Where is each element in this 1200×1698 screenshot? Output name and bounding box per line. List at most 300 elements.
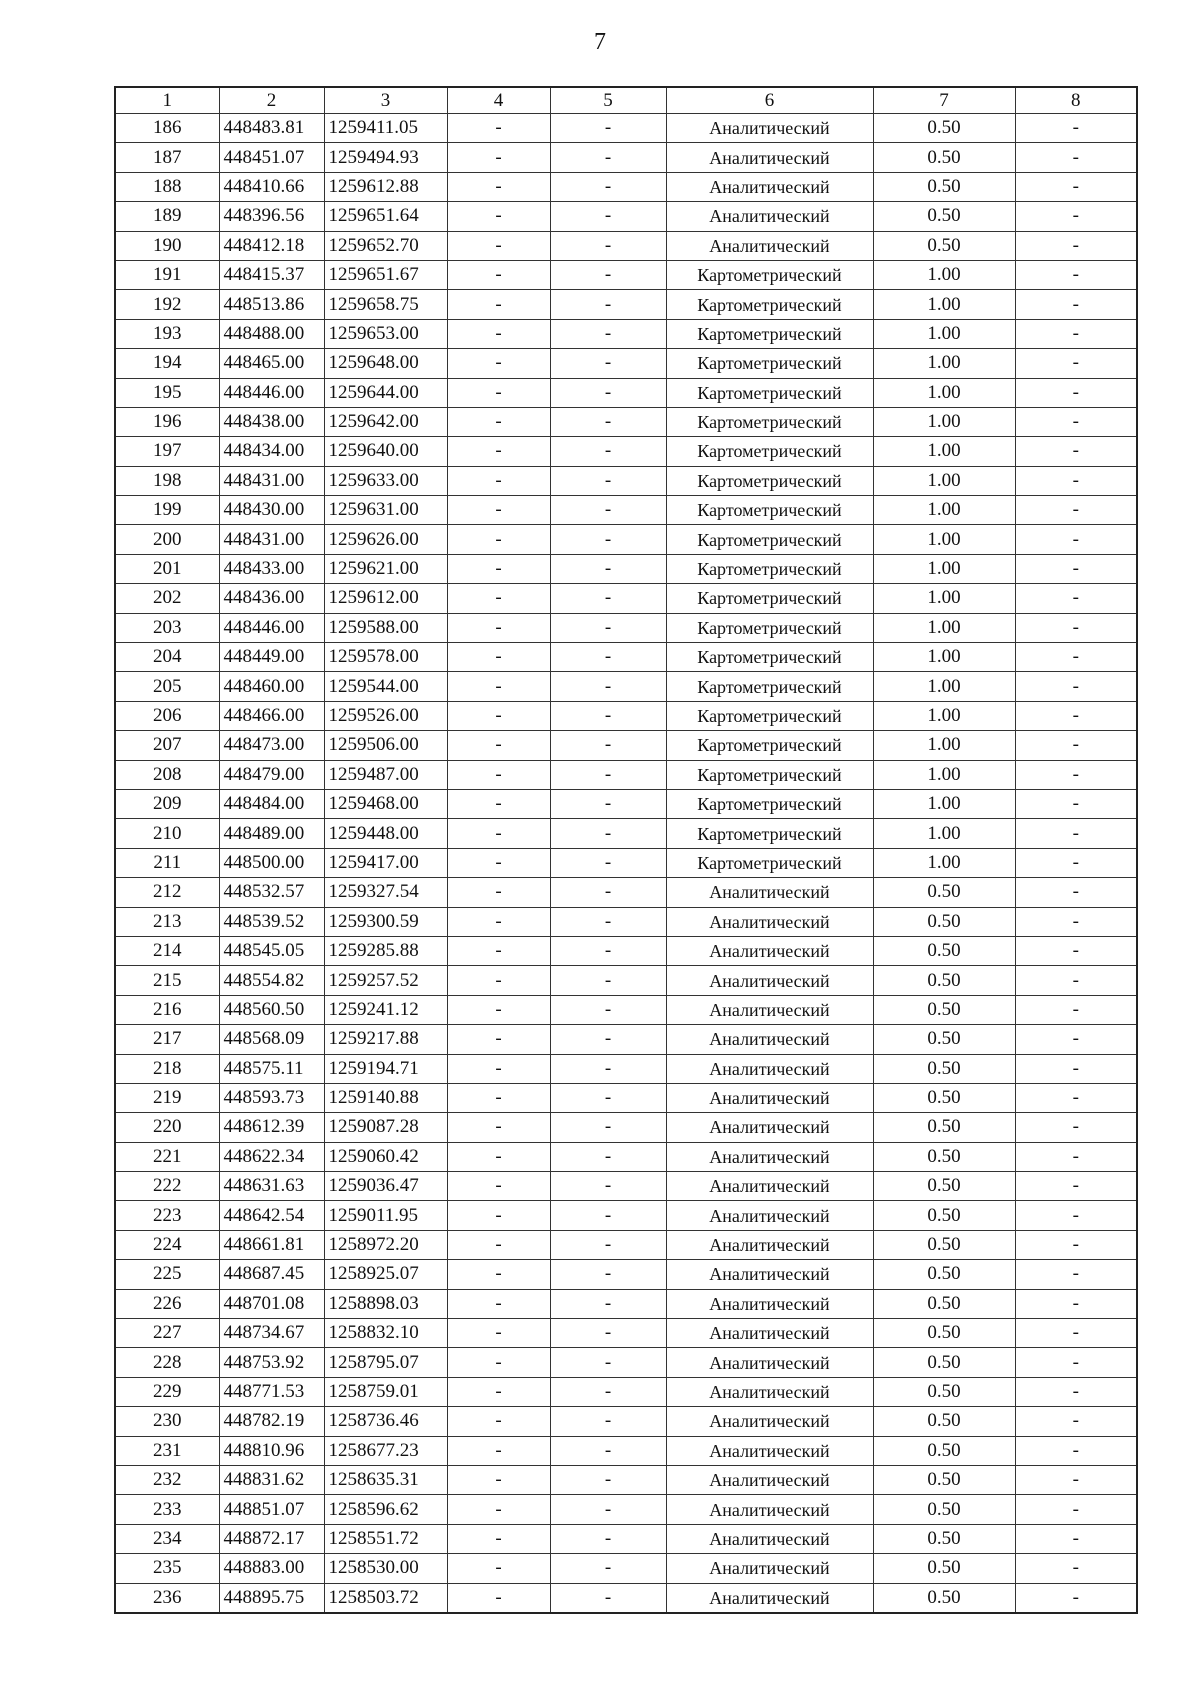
x-coordinate-cell: 448410.66 xyxy=(219,172,324,201)
point-number-cell: 212 xyxy=(115,878,219,907)
column-5-cell: - xyxy=(550,819,666,848)
x-coordinate-cell: 448438.00 xyxy=(219,407,324,436)
y-coordinate-cell: 1258898.03 xyxy=(324,1289,447,1318)
column-4-cell: - xyxy=(447,172,550,201)
y-coordinate-cell: 1258736.46 xyxy=(324,1407,447,1436)
method-cell: Аналитический xyxy=(666,1172,873,1201)
column-5-cell: - xyxy=(550,760,666,789)
column-5-cell: - xyxy=(550,1113,666,1142)
column-header: 1 xyxy=(115,87,219,114)
table-row xyxy=(115,231,1137,260)
method-cell: Аналитический xyxy=(666,936,873,965)
point-number-cell: 208 xyxy=(115,760,219,789)
method-cell: Картометрический xyxy=(666,819,873,848)
accuracy-cell: 0.50 xyxy=(873,966,1015,995)
y-coordinate-cell: 1259468.00 xyxy=(324,789,447,818)
column-4-cell: - xyxy=(447,1289,550,1318)
column-4-cell: - xyxy=(447,1465,550,1494)
column-8-cell: - xyxy=(1015,907,1137,936)
column-5-cell: - xyxy=(550,143,666,172)
method-cell: Аналитический xyxy=(666,143,873,172)
point-number-cell: 206 xyxy=(115,701,219,730)
accuracy-cell: 1.00 xyxy=(873,554,1015,583)
point-number-cell: 210 xyxy=(115,819,219,848)
table-row xyxy=(115,1407,1137,1436)
point-number-cell: 228 xyxy=(115,1348,219,1377)
table-row xyxy=(115,848,1137,877)
column-8-cell: - xyxy=(1015,584,1137,613)
point-number-cell: 205 xyxy=(115,672,219,701)
y-coordinate-cell: 1259633.00 xyxy=(324,466,447,495)
method-cell: Картометрический xyxy=(666,496,873,525)
accuracy-cell: 0.50 xyxy=(873,143,1015,172)
x-coordinate-cell: 448434.00 xyxy=(219,437,324,466)
column-8-cell: - xyxy=(1015,172,1137,201)
table-row xyxy=(115,202,1137,231)
column-4-cell: - xyxy=(447,378,550,407)
table-row xyxy=(115,1172,1137,1201)
y-coordinate-cell: 1259060.42 xyxy=(324,1142,447,1171)
method-cell: Картометрический xyxy=(666,319,873,348)
point-number-cell: 190 xyxy=(115,231,219,260)
method-cell: Картометрический xyxy=(666,701,873,730)
point-number-cell: 227 xyxy=(115,1319,219,1348)
y-coordinate-cell: 1259626.00 xyxy=(324,525,447,554)
x-coordinate-cell: 448484.00 xyxy=(219,789,324,818)
column-5-cell: - xyxy=(550,1436,666,1465)
column-5-cell: - xyxy=(550,672,666,701)
x-coordinate-cell: 448446.00 xyxy=(219,378,324,407)
point-number-cell: 234 xyxy=(115,1524,219,1553)
column-5-cell: - xyxy=(550,731,666,760)
column-8-cell: - xyxy=(1015,1260,1137,1289)
column-8-cell: - xyxy=(1015,701,1137,730)
method-cell: Аналитический xyxy=(666,1524,873,1553)
point-number-cell: 193 xyxy=(115,319,219,348)
point-number-cell: 220 xyxy=(115,1113,219,1142)
column-5-cell: - xyxy=(550,613,666,642)
method-cell: Картометрический xyxy=(666,525,873,554)
column-4-cell: - xyxy=(447,1348,550,1377)
x-coordinate-cell: 448431.00 xyxy=(219,525,324,554)
column-4-cell: - xyxy=(447,290,550,319)
accuracy-cell: 0.50 xyxy=(873,936,1015,965)
column-5-cell: - xyxy=(550,701,666,730)
table-row xyxy=(115,260,1137,289)
x-coordinate-cell: 448631.63 xyxy=(219,1172,324,1201)
point-number-cell: 232 xyxy=(115,1465,219,1494)
x-coordinate-cell: 448466.00 xyxy=(219,701,324,730)
column-5-cell: - xyxy=(550,1260,666,1289)
x-coordinate-cell: 448489.00 xyxy=(219,819,324,848)
column-5-cell: - xyxy=(550,1524,666,1553)
y-coordinate-cell: 1259651.64 xyxy=(324,202,447,231)
x-coordinate-cell: 448851.07 xyxy=(219,1495,324,1524)
point-number-cell: 219 xyxy=(115,1083,219,1112)
x-coordinate-cell: 448488.00 xyxy=(219,319,324,348)
y-coordinate-cell: 1259494.93 xyxy=(324,143,447,172)
table-row xyxy=(115,613,1137,642)
method-cell: Аналитический xyxy=(666,1495,873,1524)
table-row xyxy=(115,1230,1137,1259)
x-coordinate-cell: 448460.00 xyxy=(219,672,324,701)
accuracy-cell: 0.50 xyxy=(873,1083,1015,1112)
column-5-cell: - xyxy=(550,172,666,201)
y-coordinate-cell: 1258530.00 xyxy=(324,1554,447,1583)
table-row xyxy=(115,319,1137,348)
table-row xyxy=(115,496,1137,525)
column-4-cell: - xyxy=(447,1230,550,1259)
point-number-cell: 202 xyxy=(115,584,219,613)
column-4-cell: - xyxy=(447,1554,550,1583)
point-number-cell: 215 xyxy=(115,966,219,995)
column-8-cell: - xyxy=(1015,466,1137,495)
y-coordinate-cell: 1259640.00 xyxy=(324,437,447,466)
column-5-cell: - xyxy=(550,936,666,965)
accuracy-cell: 0.50 xyxy=(873,1230,1015,1259)
y-coordinate-cell: 1259544.00 xyxy=(324,672,447,701)
method-cell: Аналитический xyxy=(666,1554,873,1583)
table-row xyxy=(115,1495,1137,1524)
method-cell: Аналитический xyxy=(666,1377,873,1406)
y-coordinate-cell: 1259642.00 xyxy=(324,407,447,436)
column-4-cell: - xyxy=(447,1083,550,1112)
x-coordinate-cell: 448560.50 xyxy=(219,995,324,1024)
accuracy-cell: 0.50 xyxy=(873,1260,1015,1289)
method-cell: Аналитический xyxy=(666,1289,873,1318)
column-8-cell: - xyxy=(1015,878,1137,907)
column-5-cell: - xyxy=(550,643,666,672)
x-coordinate-cell: 448465.00 xyxy=(219,349,324,378)
column-5-cell: - xyxy=(550,1465,666,1494)
y-coordinate-cell: 1259285.88 xyxy=(324,936,447,965)
column-8-cell: - xyxy=(1015,966,1137,995)
y-coordinate-cell: 1259588.00 xyxy=(324,613,447,642)
point-number-cell: 191 xyxy=(115,260,219,289)
y-coordinate-cell: 1258677.23 xyxy=(324,1436,447,1465)
column-5-cell: - xyxy=(550,1201,666,1230)
column-header: 7 xyxy=(873,87,1015,114)
accuracy-cell: 1.00 xyxy=(873,848,1015,877)
x-coordinate-cell: 448479.00 xyxy=(219,760,324,789)
method-cell: Картометрический xyxy=(666,260,873,289)
column-5-cell: - xyxy=(550,1142,666,1171)
x-coordinate-cell: 448831.62 xyxy=(219,1465,324,1494)
table-row xyxy=(115,1319,1137,1348)
table-row xyxy=(115,349,1137,378)
column-8-cell: - xyxy=(1015,789,1137,818)
column-8-cell: - xyxy=(1015,643,1137,672)
accuracy-cell: 1.00 xyxy=(873,437,1015,466)
column-8-cell: - xyxy=(1015,290,1137,319)
column-8-cell: - xyxy=(1015,819,1137,848)
column-4-cell: - xyxy=(447,878,550,907)
column-5-cell: - xyxy=(550,407,666,436)
method-cell: Картометрический xyxy=(666,407,873,436)
accuracy-cell: 1.00 xyxy=(873,819,1015,848)
column-8-cell: - xyxy=(1015,143,1137,172)
column-4-cell: - xyxy=(447,1495,550,1524)
column-8-cell: - xyxy=(1015,319,1137,348)
column-8-cell: - xyxy=(1015,1172,1137,1201)
point-number-cell: 216 xyxy=(115,995,219,1024)
table-row xyxy=(115,672,1137,701)
column-4-cell: - xyxy=(447,966,550,995)
accuracy-cell: 1.00 xyxy=(873,290,1015,319)
x-coordinate-cell: 448415.37 xyxy=(219,260,324,289)
method-cell: Аналитический xyxy=(666,878,873,907)
point-number-cell: 224 xyxy=(115,1230,219,1259)
method-cell: Картометрический xyxy=(666,584,873,613)
table-row xyxy=(115,584,1137,613)
table-row xyxy=(115,1377,1137,1406)
table-row xyxy=(115,1025,1137,1054)
column-8-cell: - xyxy=(1015,554,1137,583)
column-4-cell: - xyxy=(447,260,550,289)
table-row xyxy=(115,1260,1137,1289)
point-number-cell: 209 xyxy=(115,789,219,818)
column-8-cell: - xyxy=(1015,848,1137,877)
point-number-cell: 201 xyxy=(115,554,219,583)
column-header: 5 xyxy=(550,87,666,114)
column-header: 3 xyxy=(324,87,447,114)
y-coordinate-cell: 1259644.00 xyxy=(324,378,447,407)
column-8-cell: - xyxy=(1015,613,1137,642)
column-5-cell: - xyxy=(550,1230,666,1259)
column-8-cell: - xyxy=(1015,995,1137,1024)
y-coordinate-cell: 1259087.28 xyxy=(324,1113,447,1142)
column-5-cell: - xyxy=(550,319,666,348)
method-cell: Аналитический xyxy=(666,202,873,231)
accuracy-cell: 1.00 xyxy=(873,731,1015,760)
accuracy-cell: 1.00 xyxy=(873,349,1015,378)
column-header: 2 xyxy=(219,87,324,114)
column-4-cell: - xyxy=(447,349,550,378)
column-8-cell: - xyxy=(1015,1348,1137,1377)
column-5-cell: - xyxy=(550,349,666,378)
accuracy-cell: 0.50 xyxy=(873,1054,1015,1083)
accuracy-cell: 0.50 xyxy=(873,1172,1015,1201)
table-row xyxy=(115,172,1137,201)
y-coordinate-cell: 1259241.12 xyxy=(324,995,447,1024)
method-cell: Аналитический xyxy=(666,1025,873,1054)
y-coordinate-cell: 1259487.00 xyxy=(324,760,447,789)
column-8-cell: - xyxy=(1015,525,1137,554)
column-5-cell: - xyxy=(550,466,666,495)
point-number-cell: 196 xyxy=(115,407,219,436)
column-4-cell: - xyxy=(447,231,550,260)
table-row xyxy=(115,878,1137,907)
column-8-cell: - xyxy=(1015,231,1137,260)
y-coordinate-cell: 1259658.75 xyxy=(324,290,447,319)
column-5-cell: - xyxy=(550,231,666,260)
column-4-cell: - xyxy=(447,731,550,760)
column-4-cell: - xyxy=(447,1142,550,1171)
column-8-cell: - xyxy=(1015,1407,1137,1436)
table-row xyxy=(115,643,1137,672)
table-row xyxy=(115,290,1137,319)
x-coordinate-cell: 448396.56 xyxy=(219,202,324,231)
y-coordinate-cell: 1259300.59 xyxy=(324,907,447,936)
table-row xyxy=(115,936,1137,965)
column-5-cell: - xyxy=(550,584,666,613)
table-row xyxy=(115,1054,1137,1083)
y-coordinate-cell: 1259327.54 xyxy=(324,878,447,907)
column-4-cell: - xyxy=(447,1524,550,1553)
x-coordinate-cell: 448473.00 xyxy=(219,731,324,760)
method-cell: Аналитический xyxy=(666,1348,873,1377)
table-row xyxy=(115,114,1137,143)
accuracy-cell: 1.00 xyxy=(873,525,1015,554)
method-cell: Картометрический xyxy=(666,848,873,877)
column-4-cell: - xyxy=(447,1407,550,1436)
accuracy-cell: 0.50 xyxy=(873,202,1015,231)
accuracy-cell: 1.00 xyxy=(873,319,1015,348)
column-8-cell: - xyxy=(1015,760,1137,789)
table-row xyxy=(115,1583,1137,1613)
column-5-cell: - xyxy=(550,848,666,877)
table-row xyxy=(115,525,1137,554)
column-4-cell: - xyxy=(447,789,550,818)
table-row xyxy=(115,1201,1137,1230)
table-row xyxy=(115,1142,1137,1171)
column-5-cell: - xyxy=(550,1583,666,1613)
column-4-cell: - xyxy=(447,1201,550,1230)
column-5-cell: - xyxy=(550,202,666,231)
column-5-cell: - xyxy=(550,525,666,554)
column-8-cell: - xyxy=(1015,731,1137,760)
x-coordinate-cell: 448810.96 xyxy=(219,1436,324,1465)
accuracy-cell: 1.00 xyxy=(873,613,1015,642)
column-8-cell: - xyxy=(1015,496,1137,525)
column-4-cell: - xyxy=(447,114,550,143)
y-coordinate-cell: 1258795.07 xyxy=(324,1348,447,1377)
accuracy-cell: 0.50 xyxy=(873,1201,1015,1230)
column-4-cell: - xyxy=(447,643,550,672)
point-number-cell: 230 xyxy=(115,1407,219,1436)
point-number-cell: 200 xyxy=(115,525,219,554)
column-4-cell: - xyxy=(447,1319,550,1348)
column-8-cell: - xyxy=(1015,378,1137,407)
point-number-cell: 226 xyxy=(115,1289,219,1318)
y-coordinate-cell: 1259653.00 xyxy=(324,319,447,348)
accuracy-cell: 0.50 xyxy=(873,172,1015,201)
method-cell: Аналитический xyxy=(666,1436,873,1465)
method-cell: Аналитический xyxy=(666,1083,873,1112)
method-cell: Картометрический xyxy=(666,731,873,760)
y-coordinate-cell: 1259506.00 xyxy=(324,731,447,760)
y-coordinate-cell: 1259411.05 xyxy=(324,114,447,143)
accuracy-cell: 0.50 xyxy=(873,1113,1015,1142)
column-8-cell: - xyxy=(1015,936,1137,965)
column-4-cell: - xyxy=(447,848,550,877)
column-8-cell: - xyxy=(1015,1083,1137,1112)
x-coordinate-cell: 448753.92 xyxy=(219,1348,324,1377)
accuracy-cell: 0.50 xyxy=(873,1495,1015,1524)
x-coordinate-cell: 448436.00 xyxy=(219,584,324,613)
column-4-cell: - xyxy=(447,1054,550,1083)
column-4-cell: - xyxy=(447,907,550,936)
y-coordinate-cell: 1259448.00 xyxy=(324,819,447,848)
table-row xyxy=(115,1113,1137,1142)
table-row xyxy=(115,143,1137,172)
accuracy-cell: 0.50 xyxy=(873,1348,1015,1377)
point-number-cell: 233 xyxy=(115,1495,219,1524)
column-4-cell: - xyxy=(447,613,550,642)
accuracy-cell: 1.00 xyxy=(873,701,1015,730)
point-number-cell: 221 xyxy=(115,1142,219,1171)
column-4-cell: - xyxy=(447,1377,550,1406)
method-cell: Картометрический xyxy=(666,613,873,642)
table-row xyxy=(115,1348,1137,1377)
column-8-cell: - xyxy=(1015,1113,1137,1142)
column-5-cell: - xyxy=(550,496,666,525)
point-number-cell: 229 xyxy=(115,1377,219,1406)
column-8-cell: - xyxy=(1015,1054,1137,1083)
column-8-cell: - xyxy=(1015,114,1137,143)
point-number-cell: 217 xyxy=(115,1025,219,1054)
point-number-cell: 203 xyxy=(115,613,219,642)
column-8-cell: - xyxy=(1015,202,1137,231)
table-row xyxy=(115,907,1137,936)
column-5-cell: - xyxy=(550,1025,666,1054)
column-8-cell: - xyxy=(1015,1142,1137,1171)
x-coordinate-cell: 448554.82 xyxy=(219,966,324,995)
y-coordinate-cell: 1259621.00 xyxy=(324,554,447,583)
x-coordinate-cell: 448532.57 xyxy=(219,878,324,907)
column-4-cell: - xyxy=(447,819,550,848)
method-cell: Аналитический xyxy=(666,995,873,1024)
method-cell: Аналитический xyxy=(666,1465,873,1494)
point-number-cell: 194 xyxy=(115,349,219,378)
table-row xyxy=(115,554,1137,583)
method-cell: Аналитический xyxy=(666,1319,873,1348)
accuracy-cell: 1.00 xyxy=(873,643,1015,672)
point-number-cell: 231 xyxy=(115,1436,219,1465)
accuracy-cell: 0.50 xyxy=(873,1583,1015,1613)
accuracy-cell: 1.00 xyxy=(873,466,1015,495)
column-8-cell: - xyxy=(1015,1583,1137,1613)
x-coordinate-cell: 448431.00 xyxy=(219,466,324,495)
y-coordinate-cell: 1259526.00 xyxy=(324,701,447,730)
table-row xyxy=(115,1524,1137,1553)
y-coordinate-cell: 1259140.88 xyxy=(324,1083,447,1112)
accuracy-cell: 1.00 xyxy=(873,789,1015,818)
column-5-cell: - xyxy=(550,878,666,907)
y-coordinate-cell: 1259612.00 xyxy=(324,584,447,613)
point-number-cell: 199 xyxy=(115,496,219,525)
column-4-cell: - xyxy=(447,1172,550,1201)
method-cell: Картометрический xyxy=(666,789,873,818)
method-cell: Картометрический xyxy=(666,643,873,672)
point-number-cell: 222 xyxy=(115,1172,219,1201)
point-number-cell: 204 xyxy=(115,643,219,672)
column-4-cell: - xyxy=(447,143,550,172)
x-coordinate-cell: 448883.00 xyxy=(219,1554,324,1583)
table-row xyxy=(115,701,1137,730)
y-coordinate-cell: 1259036.47 xyxy=(324,1172,447,1201)
column-8-cell: - xyxy=(1015,1436,1137,1465)
x-coordinate-cell: 448872.17 xyxy=(219,1524,324,1553)
column-8-cell: - xyxy=(1015,1319,1137,1348)
y-coordinate-cell: 1258503.72 xyxy=(324,1583,447,1613)
y-coordinate-cell: 1259417.00 xyxy=(324,848,447,877)
accuracy-cell: 0.50 xyxy=(873,1407,1015,1436)
accuracy-cell: 0.50 xyxy=(873,1319,1015,1348)
table-row xyxy=(115,1289,1137,1318)
table-body xyxy=(115,114,1137,1613)
method-cell: Картометрический xyxy=(666,349,873,378)
